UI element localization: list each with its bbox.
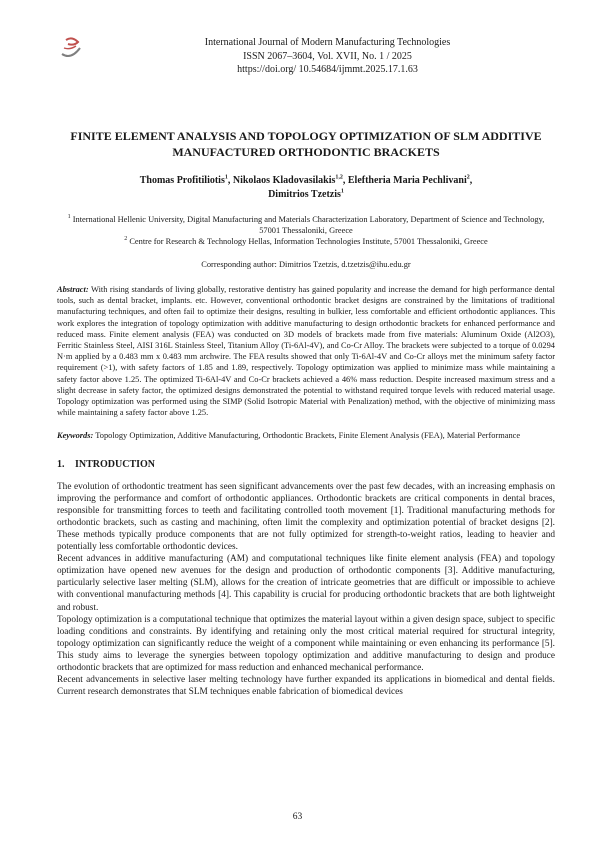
affiliation: $^1$ International Hellenic University, Digital Manufacturing and Materials Characterization Laboratory, Department of Science and Technology, 57001 Thessaloniki, Greece bbox=[67, 214, 545, 235]
abstract-text: With rising standards of living globally, restorative dentistry has gained popularity and increase the demand for high performance dental tools, such as dental bracket, implants. etc. However, conventional orthodontic bracket designs are constrained by the limitations of traditional manufacturing techniques, and often fail to optimize their designs, resulting in bulkier, less comfortable and efficient orthodontic appliances. This work explores the integration of topology optimization with additive manufacturing to design orthodontic brackets for enhanced performance and reduced mass. Finite element analysis (FEA) was conducted on 3D models of brackets made from five materials: Aluminum Oxide (Al2O3), Ferritic Stainless Steel, AISI 316L Stainless Steel, Titanium Alloy (Ti-6Al-4V), and Co-Cr Alloy. The brackets were subjected to a torque of 0.0294 N·m applied by a 0.483 mm x 0.483 mm archwire. The FEA results showed that only Ti-6Al-4V and Co-Cr alloys met the minimum safety factor requirement (>1), with safety factors of 1.85 and 1.89, respectively. Topology optimization was applied to minimize mass while maintaining a safety factor above 1.25. The optimized Ti-6Al-4V and Co-Cr brackets achieved a 46% mass reduction. Despite increased maximum stress and a slight decrease in safety factor, the optimized designs demonstrated the potential to withstand required torque levels with reduced material usage. Topology optimization was performed using the SIMP (Solid Isotropic Material with Penalization) method, with the objective of minimizing mass while maintaining a safety factor above 1.25. bbox=[57, 285, 555, 418]
journal-header bbox=[100, 36, 555, 77]
author: Thomas Profitiliotis$^1$, bbox=[139, 174, 233, 186]
article-content bbox=[57, 128, 555, 698]
paragraph: Topology optimization is a computational technique that optimizes the material layout within a given design space, subject to specific loading conditions and constraints. By identifying and retaining only the most critical material required for structural integrity, topology optimization can significantly reduce the weight of a component while maintaining or even enhancing its performance [5]. This study aims to leverage the synergies between topology optimization and additive manufacturing to design and produce orthodontic brackets that are optimized for mass reduction and enhanced mechanical performance. bbox=[57, 614, 555, 674]
journal-name: International Journal of Modern Manufacturing Technologies bbox=[204, 37, 451, 48]
author: Eleftheria Maria Pechlivani$^2$, bbox=[347, 174, 473, 186]
corresponding-author: Corresponding author: Dimitrios Tzetzis, d.tzetzis@ihu.edu.gr bbox=[201, 260, 411, 269]
abstract bbox=[57, 284, 555, 418]
paragraph: Recent advancements in selective laser melting technology have further expanded its applications in biomedical and dental fields. Current research demonstrates that SLM techniques enable fabrication of biomedical devices bbox=[57, 675, 555, 698]
keywords-label: Keywords: bbox=[57, 431, 94, 441]
keywords-text: Topology Optimization, Additive Manufacturing, Orthodontic Brackets, Finite Element Analysis (FEA), Material Performance bbox=[95, 431, 521, 441]
paper-title: FINITE ELEMENT ANALYSIS AND TOPOLOGY OPTIMIZATION OF SLM ADDITIVE MANUFACTURED ORTHODONTIC BRACKETS bbox=[70, 129, 542, 159]
paragraph: The evolution of orthodontic treatment has seen significant advancements over the past few decades, with an increasing emphasis on improving the performance and comfort of orthodontic appliances. Orthodontic brackets are critical components in dental braces, responsible for transmitting forces to teeth and facilitating controlled tooth movement [1]. Traditional manufacturing methods for orthodontic brackets, such as casting and machining, often limit the complexity and optimization potential of bracket designs [2]. These methods typically produce components that are not fully optimized for strength-to-weight ratios, leading to heavier and potentially less comfortable orthodontic devices. bbox=[57, 481, 555, 553]
abstract-label: Abstract: bbox=[57, 285, 89, 294]
author: Nikolaos Kladovasilakis$^{1,2}$, bbox=[232, 174, 348, 186]
page-number: 63 bbox=[292, 812, 303, 822]
journal-issn: ISSN 2067–3604, Vol. XVII, No. 1 / 2025 bbox=[243, 50, 412, 62]
section-heading: 1. INTRODUCTION bbox=[57, 458, 156, 470]
author-list bbox=[57, 174, 555, 202]
author: Dimitrios Tzetzis$^1$ bbox=[268, 188, 344, 200]
journal-doi[interactable]: https://doi.org/ 10.54684/ijmmt.2025.17.1.63 bbox=[237, 64, 418, 75]
keywords bbox=[57, 430, 555, 441]
section-body bbox=[57, 481, 555, 699]
affiliation: $^2$ Centre for Research & Technology Hellas, Information Technologies Institute, 57001 Thessaloniki, Greece bbox=[124, 236, 488, 246]
paragraph: Recent advances in additive manufacturing (AM) and computational techniques like finite element analysis (FEA) and topology optimization have opened new avenues for the design and production of orthodontic components [3]. Additive manufacturing, particularly selective laser melting (SLM), allows for the creation of intricate geometries that are difficult or impossible to achieve with conventional manufacturing methods [4]. This capability is crucial for producing orthodontic brackets that are both lightweight and robust. bbox=[57, 554, 555, 613]
journal-logo-icon bbox=[58, 34, 84, 60]
affiliations bbox=[57, 214, 555, 247]
